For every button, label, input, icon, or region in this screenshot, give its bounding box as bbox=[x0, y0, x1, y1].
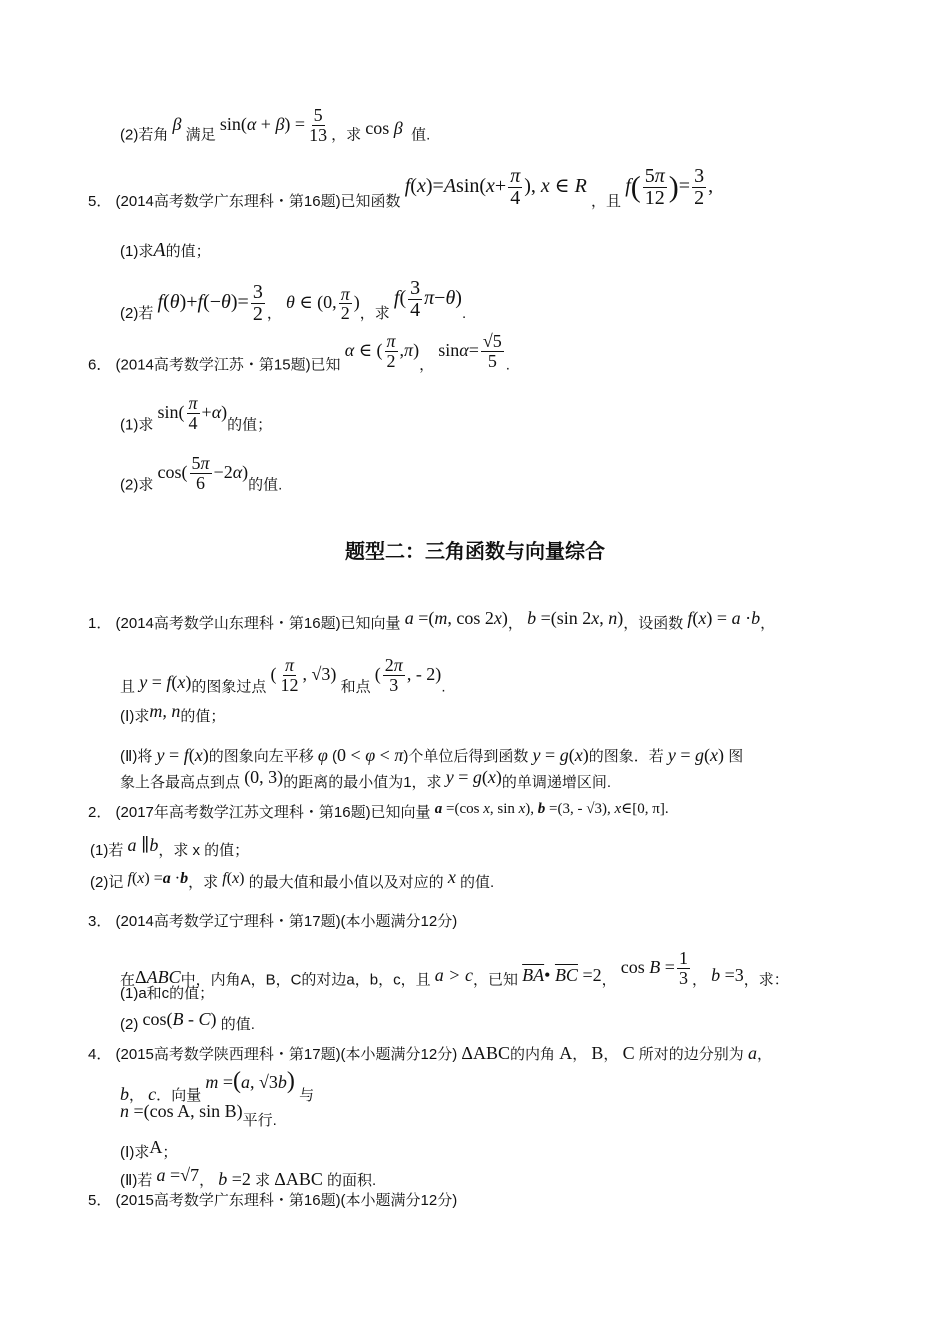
formula-point2: ( $\frac{2\pi}{3}$ , - 2) bbox=[374, 655, 442, 695]
q5-part2-label: (2)若 bbox=[120, 305, 154, 323]
q5b-source: (2015高考数学广东理科・第16题)(本小题满分12分) bbox=[115, 1192, 458, 1209]
sec2-q1-line2: 且 y = f(x)的图象过点 ( $\frac{\pi}{12}$ , √3) 和点 ( $\frac{2\pi}{3}$ , - 2). bbox=[120, 655, 446, 696]
q5-part2-sep1: ， bbox=[266, 305, 282, 323]
sec2-q3-line2: 在ΔABC中，内角A，B，C的对边a，b，c，且 a > c，已知 $\overline{BA}•$ $\overline{BC} =2$， cos B = $\frac{1}{3}$ ， b =3，求： bbox=[120, 948, 789, 989]
q6-number: 6． bbox=[88, 356, 112, 374]
formula-point-03: (0, 3) bbox=[244, 767, 284, 787]
q4-part2-label: (Ⅱ)若 bbox=[120, 1172, 153, 1189]
q1-highest-points: 象上各最高点到点 bbox=[120, 774, 241, 791]
q6-part1-end: 的值； bbox=[227, 416, 273, 434]
q4-part2-cond: 满足 bbox=[185, 126, 216, 144]
q4-vector: 向量 bbox=[171, 1087, 202, 1104]
q1-passes: 的图象过点 bbox=[191, 678, 267, 696]
sec2-q2-part2 bbox=[90, 867, 495, 893]
formula-m-n: m, n bbox=[149, 701, 181, 721]
sec1-q5-part1 bbox=[120, 238, 211, 263]
formula-sin-pi4: sin( $\frac{\pi}{4}$ +α) bbox=[157, 393, 228, 433]
sec2-q1-part2: (Ⅱ)将 y = f(x)的图象向左平移 φ (0 < φ < π)个单位后得到函数 y = g(x)的图象．若 y = g(x) 图 bbox=[120, 745, 744, 765]
q1-part2-label: (Ⅱ)将 bbox=[120, 748, 153, 765]
formula-a-sqrt7: a =√7 bbox=[156, 1165, 200, 1185]
sec2-q4-part2: (Ⅱ)若 a =√7， b =2 求 ΔABC 的面积. bbox=[120, 1165, 377, 1189]
q4-opposite-sides: 所对的边分别为 bbox=[638, 1046, 744, 1063]
sec2-q4-line3 bbox=[120, 1101, 277, 1131]
q4-parallel: 平行. bbox=[242, 1112, 277, 1129]
sec2-q1-part1 bbox=[120, 701, 226, 727]
formula-phi-range: 0 < φ < π bbox=[337, 745, 404, 765]
q1-source: (2014高考数学山东理科・第16题)已知向量 bbox=[115, 615, 401, 632]
q4-source: (2015高考数学陕西理科・第17题)(本小题满分12分) bbox=[115, 1046, 458, 1063]
q1-graph-char: 图 bbox=[728, 748, 744, 765]
q3-find: ，求： bbox=[743, 971, 789, 989]
q4-number: 4． bbox=[88, 1046, 112, 1063]
sec2-q3-part2 bbox=[120, 1009, 255, 1035]
sec1-q5-part2: (2)若 f(θ)+f(−θ)= $\frac{3}{2}$ ， θ ∈ (0, $\frac{\pi}{2}$ )，求 f( $\frac{3}{4}$ π−θ). bbox=[120, 277, 467, 325]
q4-part2-line bbox=[120, 105, 431, 155]
q5-number: 5． bbox=[88, 193, 112, 211]
q1-part1-label: (Ⅰ)求 bbox=[120, 708, 150, 725]
formula-fx-ab: f(x) =a ·b bbox=[127, 870, 189, 887]
formula-cos-5pi6: cos( $\frac{5\pi}{6}$ −2α) bbox=[157, 453, 249, 493]
symbol-A: A bbox=[153, 239, 166, 261]
q6-source: (2014高考数学江苏・第15题)已知 bbox=[115, 356, 341, 374]
q4-inner-angles: 的内角 bbox=[510, 1046, 556, 1063]
formula-triangle-ABC: ΔABC bbox=[135, 966, 181, 987]
q1-graph-if: 的图象．若 bbox=[588, 748, 664, 765]
q4-part2-label: (2)若角 bbox=[120, 126, 169, 144]
formula-y-fx-2: y = f(x) bbox=[156, 745, 209, 765]
formula-triangle-ABC-3: ΔABC bbox=[274, 1169, 323, 1189]
q2-part1-end: ，求 x 的值； bbox=[158, 842, 250, 859]
symbol-side-c: c bbox=[148, 1084, 157, 1104]
formula-point1: ( $\frac{\pi}{12}$ , √3) bbox=[270, 655, 337, 695]
q2-part2-end: 的值. bbox=[460, 874, 495, 891]
symbol-side-b: b bbox=[120, 1084, 129, 1104]
q3-part2-end: 的值. bbox=[220, 1016, 255, 1033]
formula-fx-2: f(x) bbox=[222, 870, 245, 887]
formula-a-gt-c: a > c bbox=[434, 964, 473, 985]
formula-theta-range: θ ∈ (0, $\frac{\pi}{2}$ ) bbox=[286, 283, 360, 324]
q1-number: 1． bbox=[88, 615, 112, 632]
sec2-q3-line bbox=[88, 913, 457, 932]
sec2-q4-line: 4． (2015高考数学陕西理科・第17题)(本小题满分12分) ΔABC的内角 A， B， C 所对的边分别为 a， bbox=[88, 1043, 772, 1063]
formula-cos-B-C: cos(B - C) bbox=[142, 1009, 217, 1029]
q2-part2-ask: ，求 bbox=[188, 874, 219, 891]
q3-number: 3． bbox=[88, 913, 112, 930]
q3-part2-label: (2) bbox=[120, 1016, 139, 1033]
q1-also: 且 bbox=[120, 678, 136, 696]
sec2-q2-line bbox=[88, 801, 669, 823]
formula-BA-BC: $\overline{BA}•$ $\overline{BC} =2$ bbox=[522, 964, 602, 985]
symbol-x: x bbox=[447, 867, 456, 887]
q6-part2-label: (2)求 bbox=[120, 476, 154, 494]
formula-f-3pi4: f( $\frac{3}{4}$ π−θ) bbox=[393, 277, 462, 321]
q5b-number: 5． bbox=[88, 1192, 112, 1209]
sec2-q1-part2b bbox=[120, 767, 612, 793]
q1-part1-end: 的值； bbox=[180, 708, 226, 725]
formula-a-parallel-b: a ∥b bbox=[127, 835, 159, 855]
formula-f-theta: f(θ)+f(−θ)= $\frac{3}{2}$ bbox=[157, 281, 263, 325]
sec2-q4-line2: b， c．向量 m =(a, √3b) 与 bbox=[120, 1068, 315, 1104]
formula-sin-sum: sin(α + β) = $\frac{5}{13}$ bbox=[219, 105, 328, 145]
q2-number: 2． bbox=[88, 804, 112, 821]
q1-set-function: ，设函数 bbox=[623, 615, 684, 632]
q1-shift-left: 的图象向左平移 bbox=[208, 748, 314, 765]
formula-vector-b: b =(sin 2x, n) bbox=[527, 608, 624, 628]
phi-symbol: φ bbox=[317, 745, 328, 765]
formula-vector-m: m =(a, √3b) bbox=[205, 1068, 295, 1094]
sec1-q5-line bbox=[88, 165, 714, 223]
q2-part1-label: (1)若 bbox=[90, 842, 124, 859]
formula-b-2: b =2 bbox=[218, 1169, 251, 1189]
symbol-angle-A: A bbox=[559, 1043, 573, 1063]
formula-y-gx-3: y = g(x) bbox=[445, 767, 502, 787]
sec1-q6-line: 6． (2014高考数学江苏・第15题)已知 α ∈ ( $\frac{\pi}{2}$ ,π)， sinα= $\frac{√5}{5}$ . bbox=[88, 331, 510, 374]
sec2-q4-part1: (Ⅰ)求A； bbox=[120, 1137, 178, 1161]
formula-alpha-range: α ∈ ( $\frac{\pi}{2}$ ,π) bbox=[344, 331, 420, 371]
q4-part2-end: 的面积. bbox=[327, 1172, 377, 1189]
formula-y-gx-2: y = g(x) bbox=[667, 745, 725, 765]
symbol-angle-C: C bbox=[622, 1043, 635, 1063]
formula-cosB: cos B = $\frac{1}{3}$ bbox=[620, 948, 688, 988]
formula-fx-dot: f(x) = a ·b bbox=[687, 608, 761, 628]
q4-part2-ask: ，求 bbox=[331, 126, 362, 144]
q6-part2-end: 的值. bbox=[248, 476, 283, 494]
symbol-angle-A-2: A bbox=[149, 1137, 163, 1157]
q6-part1-label: (1)求 bbox=[120, 416, 154, 434]
q3-in: 在 bbox=[120, 971, 136, 989]
sec1-q6-part1 bbox=[120, 393, 273, 445]
beta-symbol: β bbox=[172, 113, 182, 134]
q4-part2-ask: 求 bbox=[255, 1172, 271, 1189]
q4-with: 与 bbox=[299, 1087, 315, 1104]
q1-min-distance: 的距离的最小值为1，求 bbox=[283, 774, 442, 791]
q4-part1-label: (Ⅰ)求 bbox=[120, 1144, 150, 1161]
q5-part1-end: 的值； bbox=[165, 243, 211, 260]
formula-cos-beta: cos β bbox=[365, 117, 403, 138]
sec2-q1-line: 1． (2014高考数学山东理科・第16题)已知向量 a =(m, cos 2x)， b =(sin 2x, n)，设函数 f(x) = a ·b， bbox=[88, 608, 776, 632]
formula-vector-a: a =(m, cos 2x) bbox=[404, 608, 508, 628]
symbol-side-a: a bbox=[747, 1043, 757, 1063]
q5-source: (2014高考数学广东理科・第16题)已知函数 bbox=[115, 193, 401, 211]
q1-and-point: 和点 bbox=[340, 678, 371, 696]
sec2-q5-line bbox=[88, 1192, 457, 1211]
q5-part2-ask: ，求 bbox=[359, 305, 390, 323]
sec1-q6-part2 bbox=[120, 453, 283, 505]
q1-get-function: 个单位后得到函数 bbox=[408, 748, 529, 765]
formula-y-fx: y = f(x) bbox=[139, 671, 192, 692]
q3-known: ，已知 bbox=[472, 971, 518, 989]
q2-source: (2017年高考数学江苏文理科・第16题)已知向量 bbox=[115, 804, 431, 821]
sec2-q3-part1: (1)a和c的值； bbox=[120, 985, 215, 1002]
formula-fx-def: f(x)=Asin(x+ $\frac{\pi}{4}$ ), x ∈ R bbox=[404, 165, 587, 209]
q5-and: ，且 bbox=[591, 193, 622, 211]
formula-vectors-ab: a =(cos x, sin x), b =(3, - √3), x∈[0, π]. bbox=[434, 801, 669, 817]
q4-part2-end: 值. bbox=[411, 126, 431, 144]
q2-part2-label: (2)记 bbox=[90, 874, 124, 891]
q5-part1-label: (1)求 bbox=[120, 243, 154, 260]
q3-source: (2014高考数学辽宁理科・第17题)(本小题满分12分) bbox=[115, 913, 458, 930]
formula-y-gx: y = g(x) bbox=[532, 745, 589, 765]
formula-b-3: b =3 bbox=[711, 964, 744, 985]
q3-sides: 中，内角A，B，C的对边a，b，c，且 bbox=[180, 971, 431, 989]
formula-triangle-ABC-2: ΔABC bbox=[461, 1043, 511, 1063]
symbol-angle-B: B bbox=[591, 1043, 604, 1063]
formula-vector-n: n =(cos A, sin B) bbox=[120, 1101, 243, 1121]
formula-sin-alpha: sinα= $\frac{√5}{5}$ bbox=[438, 331, 502, 371]
q1-increasing-interval: 的单调递增区间. bbox=[501, 774, 612, 791]
q2-part2-maxmin: 的最大值和最小值以及对应的 bbox=[248, 874, 444, 891]
section-heading: 题型二：三角函数与向量综合 bbox=[345, 541, 605, 563]
formula-f-5pi12: f( $\frac{5\pi}{12}$ )= $\frac{3}{2}$ , bbox=[625, 165, 714, 209]
sec2-q2-part1 bbox=[90, 835, 250, 861]
